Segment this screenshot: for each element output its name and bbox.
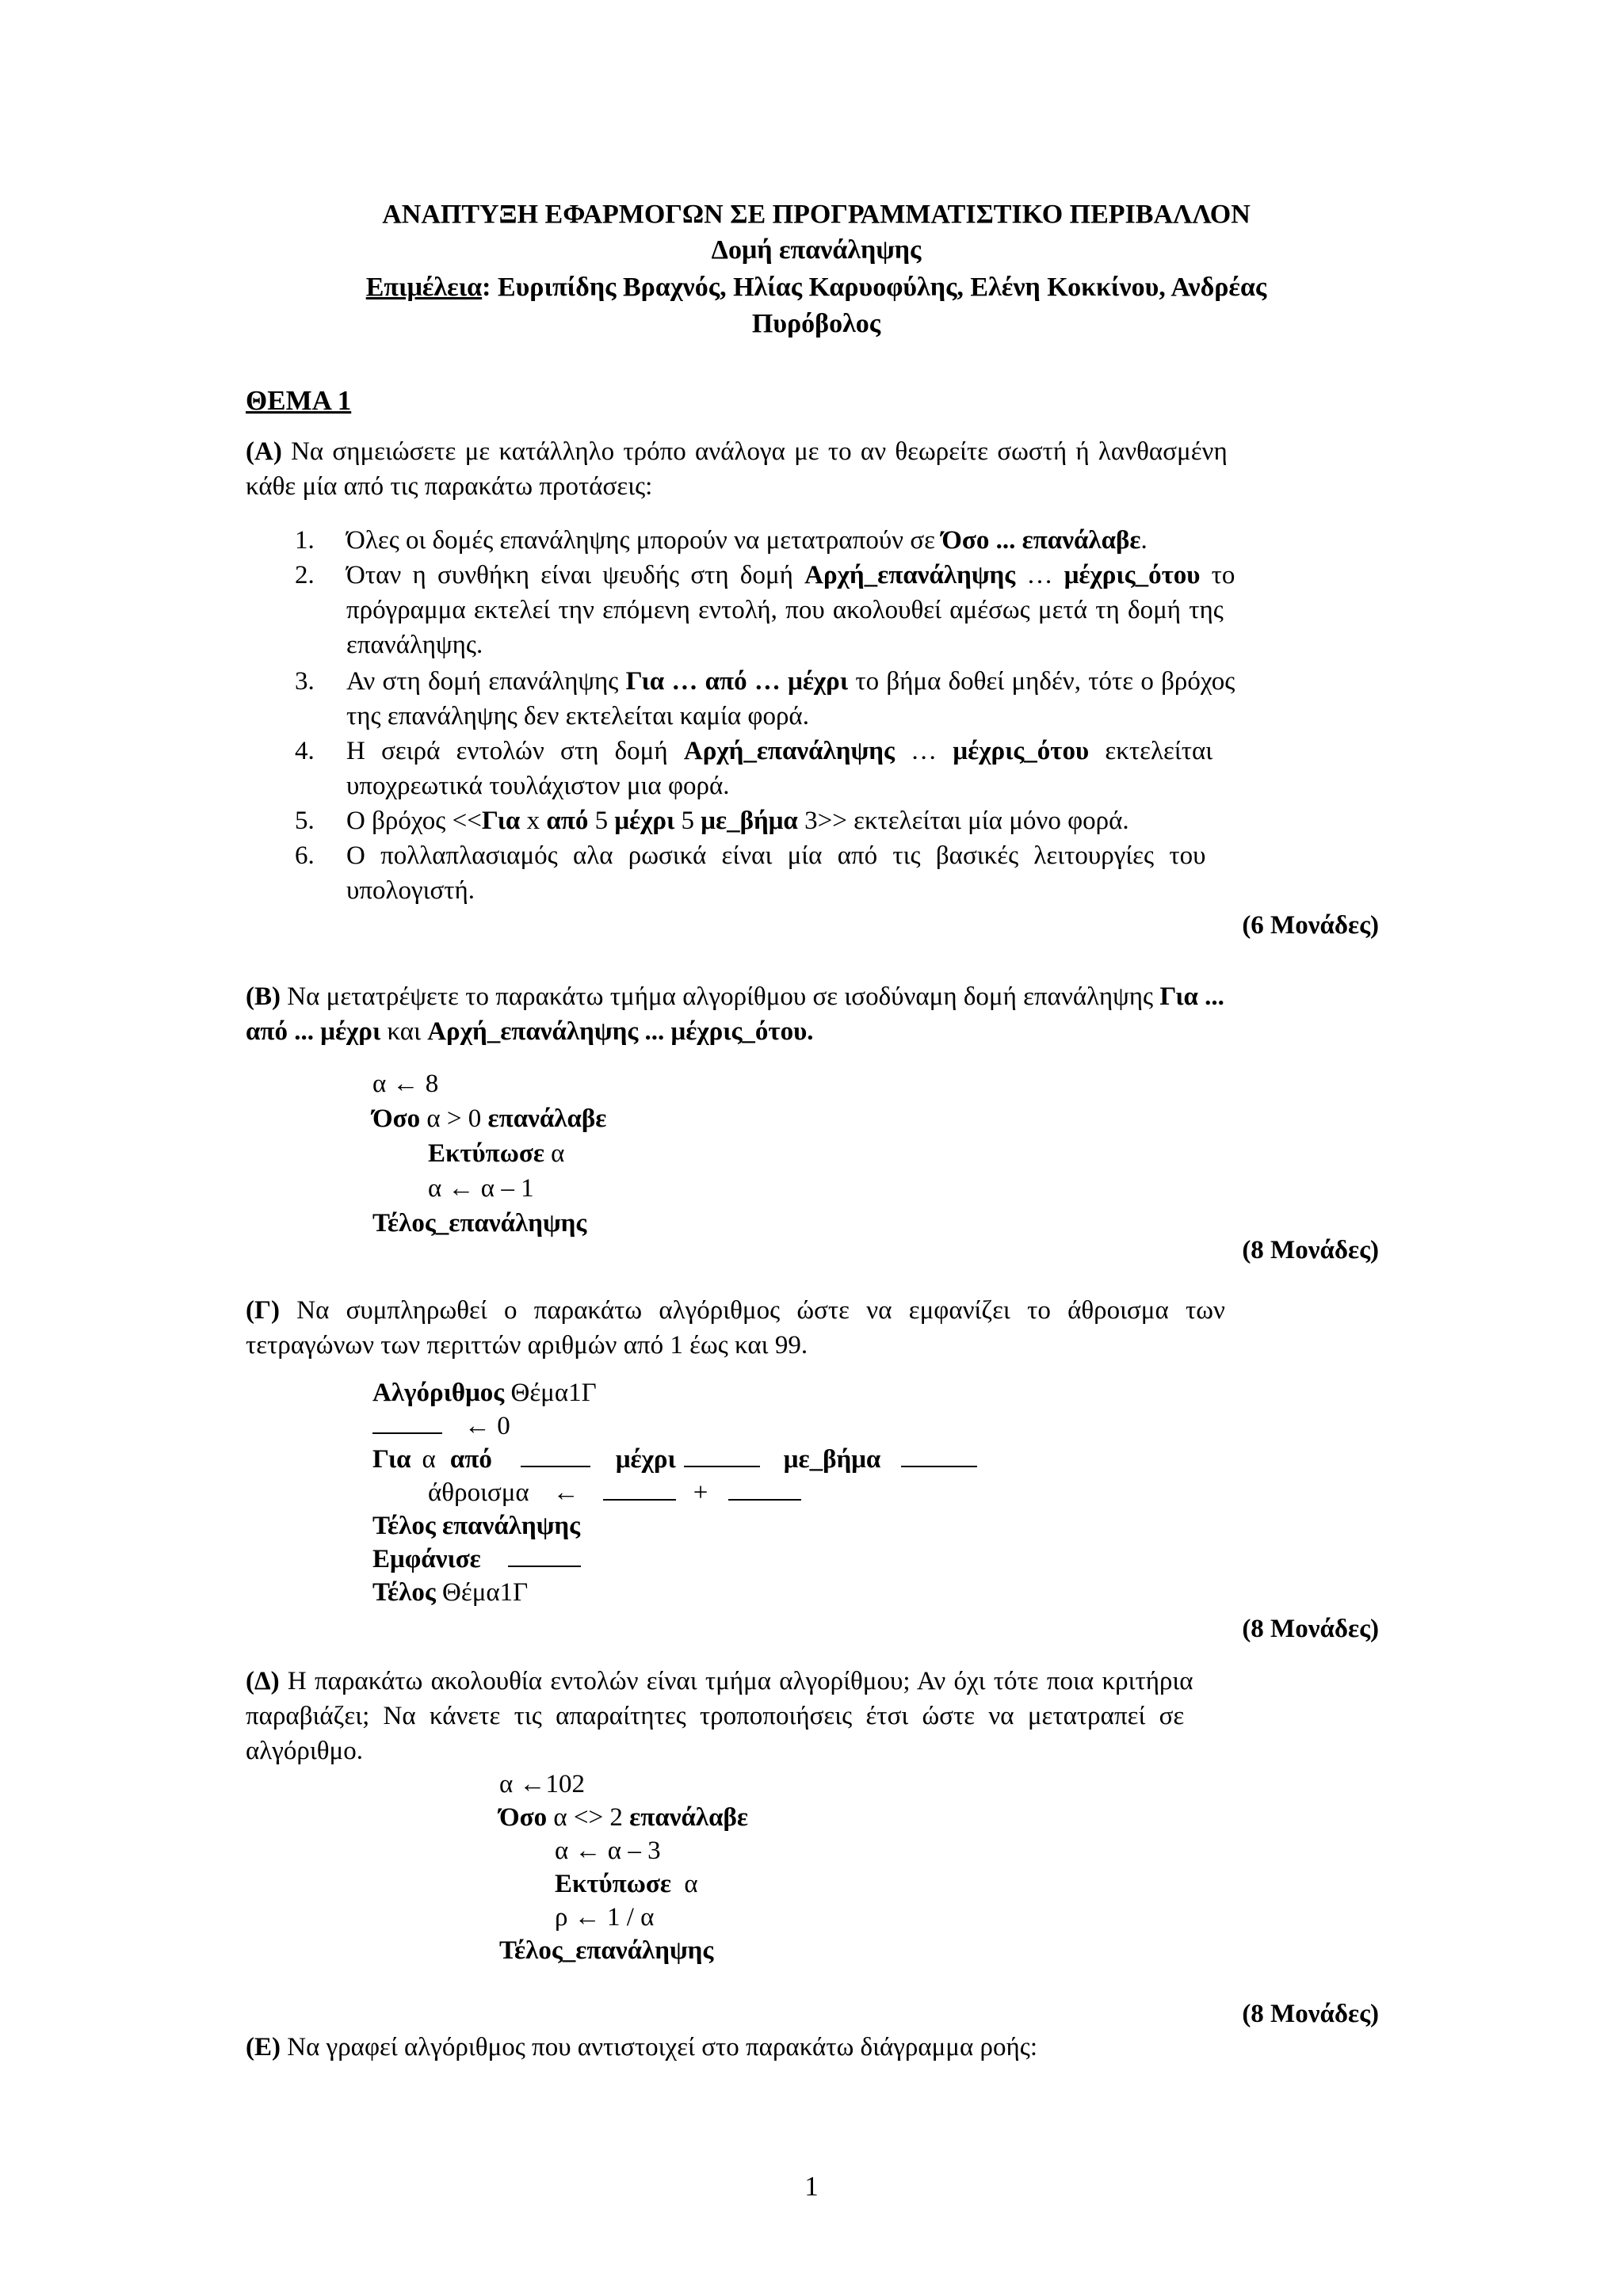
item-bold: Όσο ... επανάλαβε <box>941 526 1141 555</box>
item-text: Αν στη δομή επανάληψης <box>346 667 626 696</box>
code-line <box>372 1101 606 1136</box>
partE-intro <box>246 2030 1379 2065</box>
list-item-number: 2. <box>295 561 315 589</box>
partA-marks: (6 Μονάδες) <box>1242 911 1379 940</box>
list-item-text <box>346 558 1379 593</box>
partD-intro <box>246 1664 1379 1699</box>
code-keyword: Τέλος <box>372 1578 436 1607</box>
item-text: Ο βρόχος << <box>346 807 482 835</box>
partC-text: Να συμπληρωθεί ο παρακάτω αλγόριθμος ώστε να εμφανίζει το άθροισμα των <box>279 1296 1225 1325</box>
code-keyword: Όσο <box>372 1104 421 1133</box>
partD-marks: (8 Μονάδες) <box>1242 2000 1379 2028</box>
code-line <box>372 1409 510 1444</box>
answer-blank[interactable] <box>372 1409 442 1434</box>
list-item-number: 5. <box>295 807 315 835</box>
editors-line-2: Πυρόβολος <box>751 309 881 338</box>
item-text: το <box>1200 561 1235 589</box>
list-item-text <box>346 734 1379 769</box>
item-bold: Για <box>481 807 521 835</box>
code-keyword: Όσο <box>499 1803 548 1832</box>
code-line: Τέλος_επανάληψης <box>372 1209 587 1238</box>
code-line: α ← α – 1 <box>428 1174 534 1203</box>
partD-intro-3: αλγόριθμο. <box>246 1737 363 1765</box>
code-keyword: Για <box>372 1445 411 1474</box>
partD-text: Η παρακάτω ακολουθία εντολών είναι τμήμα αλγορίθμου; Αν όχι τότε ποια κριτήρια <box>279 1667 1193 1695</box>
code-keyword: επανάλαβε <box>629 1803 749 1832</box>
code-text: Θέμα1Γ <box>504 1379 597 1407</box>
partB-intro-2 <box>246 1014 1379 1049</box>
code-text: ← 0 <box>464 1412 510 1440</box>
code-line <box>372 1575 528 1610</box>
partD-label: (Δ) <box>246 1667 280 1695</box>
partE-label: (Ε) <box>246 2033 281 2061</box>
list-item-text <box>346 523 1379 558</box>
item-text: 5 <box>674 807 701 835</box>
partC-label: (Γ) <box>246 1296 280 1325</box>
code-text: α <> 2 <box>547 1803 630 1832</box>
list-item-text <box>346 664 1379 699</box>
item-bold: μέχρις_ότου <box>1064 561 1201 589</box>
partD-intro-2: παραβιάζει; Να κάνετε τις απαραίτητες τροποποιήσεις έτσι ώστε να μετατραπεί σε <box>246 1702 1185 1730</box>
partB-text: και <box>380 1017 428 1046</box>
item-text: το βήμα δοθεί μηδέν, τότε ο βρόχος <box>848 667 1235 696</box>
code-line <box>372 1442 977 1477</box>
code-line <box>372 1375 597 1410</box>
list-item-number: 4. <box>295 737 315 765</box>
list-item-number: 3. <box>295 667 315 696</box>
code-line: α ← 8 <box>372 1070 439 1098</box>
item-text: 3>> εκτελείται μία μόνο φορά. <box>797 807 1129 835</box>
code-line <box>499 1800 748 1835</box>
list-item-text: της επανάληψης δεν εκτελείται καμία φορά. <box>346 702 809 730</box>
item-bold: μέχρις_ότου <box>953 737 1090 765</box>
item-text: Όλες οι δομές επανάληψης μπορούν να μετατραπούν σε <box>346 526 942 555</box>
document-title: ΑΝΑΠΤΥΞΗ ΕΦΑΡΜΟΓΩΝ ΣΕ ΠΡΟΓΡΑΜΜΑΤΙΣΤΙΚΟ ΠΕΡΙΒΑΛΛΟΝ <box>382 200 1251 229</box>
item-text: … <box>1015 561 1064 589</box>
partC-intro <box>246 1293 1379 1328</box>
code-line <box>428 1136 564 1171</box>
partA-intro-text: Να σημειώσετε με κατάλληλο τρόπο ανάλογα με το αν θεωρείτε σωστή ή λανθασμένη <box>281 437 1228 466</box>
list-item-number: 1. <box>295 526 315 555</box>
partA-intro <box>246 434 1379 469</box>
answer-blank[interactable] <box>603 1475 676 1501</box>
code-line: α ←102 <box>499 1770 586 1798</box>
list-item-text <box>346 803 1379 838</box>
code-line: α ← α – 3 <box>555 1836 661 1865</box>
editors-label: Επιμέλεια <box>365 273 483 302</box>
partB-intro <box>246 979 1379 1014</box>
theme-heading: ΘΕΜΑ 1 <box>246 385 352 416</box>
partB-text: Να μετατρέψετε το παρακάτω τμήμα αλγορίθμου σε ισοδύναμη δομή επανάληψης <box>281 982 1160 1011</box>
item-text: … <box>894 737 953 765</box>
code-keyword: από <box>449 1445 492 1474</box>
document-subtitle: Δομή επανάληψης <box>711 235 922 265</box>
code-text: Θέμα1Γ <box>435 1578 529 1607</box>
item-text: . <box>1140 526 1148 555</box>
answer-blank[interactable] <box>508 1542 581 1567</box>
item-bold: Αρχή_επανάληψης <box>804 561 1016 589</box>
partC-intro-2: τετραγώνων των περιττών αριθμών από 1 έως και 99. <box>246 1331 808 1360</box>
list-item-text: επανάληψης. <box>346 631 483 659</box>
code-line <box>555 1867 698 1901</box>
code-text: α <box>422 1445 436 1474</box>
editors-names: : Ευριπίδης Βραχνός, Ηλίας Καρυοφύλης, Ελένη Κοκκίνου, Ανδρέας <box>482 273 1267 302</box>
code-keyword: μέχρι <box>615 1445 676 1474</box>
answer-blank[interactable] <box>684 1442 760 1467</box>
item-bold: Για … από … μέχρι <box>625 667 849 696</box>
item-text: Η σειρά εντολών στη δομή <box>346 737 684 765</box>
item-text: εκτελείται <box>1089 737 1213 765</box>
list-item-text: υπολογιστή. <box>346 876 475 905</box>
answer-blank[interactable] <box>521 1442 590 1467</box>
item-text: 5 <box>588 807 615 835</box>
item-text: Όταν η συνθήκη είναι ψευδής στη δομή <box>346 561 805 589</box>
code-text: α <box>670 1870 698 1898</box>
partA-label: (Α) <box>246 437 282 466</box>
answer-blank[interactable] <box>728 1475 801 1501</box>
item-bold: μέχρι <box>614 807 675 835</box>
list-item-text: υποχρεωτικά τουλάχιστον μια φορά. <box>346 772 730 800</box>
list-item-number: 6. <box>295 841 315 870</box>
item-bold: με_βήμα <box>701 807 798 835</box>
code-text: άθροισμα <box>428 1478 529 1507</box>
page-number: 1 <box>804 2171 819 2202</box>
code-keyword: επανάλαβε <box>487 1104 607 1133</box>
code-text: α > 0 <box>420 1104 488 1133</box>
partA-intro-2: κάθε μία από τις παρακάτω προτάσεις: <box>246 472 653 501</box>
code-text: ← <box>552 1478 579 1507</box>
partE-text: Να γραφεί αλγόριθμος που αντιστοιχεί στο παρακάτω διάγραμμα ροής: <box>281 2033 1038 2061</box>
answer-blank[interactable] <box>901 1442 977 1467</box>
partB-bold: Για ... <box>1159 982 1224 1011</box>
item-text: x <box>520 807 547 835</box>
list-item-text: Ο πολλαπλασιαμός αλα ρωσικά είναι μία από τις βασικές λειτουργίες του <box>346 841 1206 870</box>
partC-marks: (8 Μονάδες) <box>1242 1615 1379 1643</box>
code-line: ρ ← 1 / α <box>555 1903 655 1932</box>
code-keyword: Εκτύπωσε <box>428 1139 544 1168</box>
code-line: Τέλος επανάληψης <box>372 1512 581 1540</box>
partB-bold: από ... μέχρι <box>246 1017 381 1046</box>
editors-line <box>246 269 1387 305</box>
code-text: α <box>544 1139 565 1168</box>
partB-bold: Αρχή_επανάληψης ... μέχρις_ότου. <box>427 1017 814 1046</box>
code-line <box>428 1475 801 1510</box>
code-keyword: Εμφάνισε <box>372 1545 481 1573</box>
partB-marks: (8 Μονάδες) <box>1242 1236 1379 1264</box>
item-bold: από <box>546 807 589 835</box>
code-keyword: Εκτύπωσε <box>555 1870 671 1898</box>
item-bold: Αρχή_επανάληψης <box>683 737 895 765</box>
code-keyword: με_βήμα <box>783 1445 881 1474</box>
code-text: + <box>693 1478 708 1507</box>
code-line <box>372 1542 581 1577</box>
list-item-text: πρόγραμμα εκτελεί την επόμενη εντολή, που ακολουθεί αμέσως μετά τη δομή της <box>346 596 1224 624</box>
code-line: Τέλος_επανάληψης <box>499 1936 714 1965</box>
partB-label: (Β) <box>246 982 281 1011</box>
code-keyword: Αλγόριθμος <box>372 1379 505 1407</box>
